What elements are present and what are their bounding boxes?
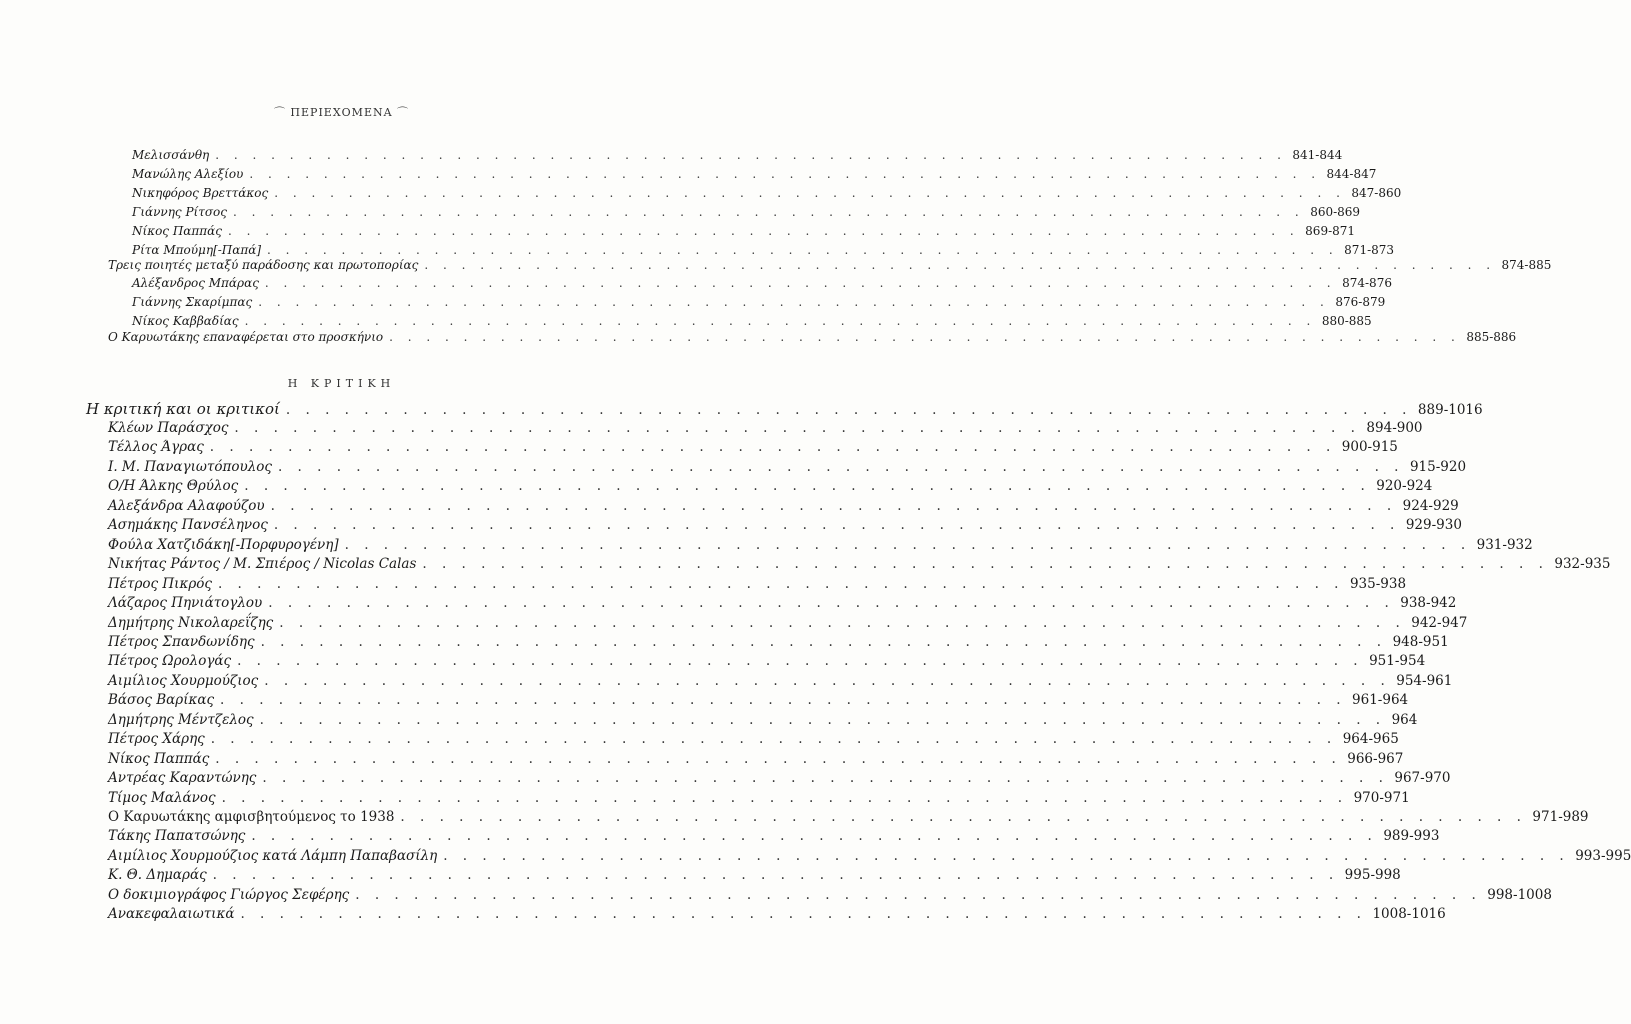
dot-leader: . . . . . . . . . . . . . . . . . . . . . . . . . . . . . . . . . . . . . . . . . . . . . . . . . . . . . . . . . . (233, 205, 1305, 219)
dot-leader: . . . . . . . . . . . . . . . . . . . . . . . . . . . . . . . . . . . . . . . . . . . . . . . . . . . . . . . . . . (234, 420, 1361, 436)
toc-entry-title: Νίκος Παππάς (132, 224, 222, 238)
toc-entry-pages: 876-879 (1335, 295, 1386, 309)
toc-entry (132, 243, 1395, 257)
toc-entry-pages: 932-935 (1554, 556, 1611, 573)
toc-entry-pages: 1008-1016 (1372, 906, 1446, 923)
toc-entry (108, 653, 1426, 670)
toc-entry-title: Πέτρος Σπανδωνίδης (108, 633, 255, 650)
toc-entry-pages: 920-924 (1376, 478, 1433, 495)
toc-entry-pages: 971-989 (1532, 809, 1589, 825)
toc-entry (108, 692, 1409, 709)
toc-entry (108, 420, 1423, 436)
dot-leader: . . . . . . . . . . . . . . . . . . . . . . . . . . . . . . . . . . . . . . . . . . . . . . . . . . . . . . . . . . (220, 692, 1347, 709)
toc-entry-title: Τέλλος Άγρας (108, 439, 204, 456)
toc-entry (108, 867, 1401, 884)
toc-entry-pages: 995-998 (1344, 867, 1401, 884)
toc-entry-title: Λάζαρος Πηνιάτογλου (108, 595, 263, 612)
dot-leader: . . . . . . . . . . . . . . . . . . . . . . . . . . . . . . . . . . . . . . . . . . . . . . . . . . . . . . . . . . (209, 439, 1336, 456)
toc-entry (132, 205, 1361, 219)
toc-entry-title: Φούλα Χατζιδάκη[-Πορφυρογένη] (108, 536, 339, 553)
toc-entry (132, 167, 1377, 181)
dot-leader: . . . . . . . . . . . . . . . . . . . . . . . . . . . . . . . . . . . . . . . . . . . . . . . . . . . . . . . . . . (344, 536, 1471, 553)
toc-entry-pages: 998-1008 (1487, 886, 1552, 903)
toc-entry (108, 809, 1589, 825)
toc-entry (108, 595, 1457, 612)
toc-entry-pages: 841-844 (1292, 148, 1343, 162)
toc-entry-pages: 929-930 (1405, 517, 1462, 534)
toc-entry (108, 847, 1631, 864)
toc-entry-title: Ο Καρυωτάκης αμφισβητούμενος το 1938 (108, 809, 395, 825)
toc-entry-pages: 860-869 (1310, 205, 1361, 219)
toc-entry-pages: 948-951 (1392, 633, 1449, 650)
toc-entry-pages: 847-860 (1351, 186, 1402, 200)
toc-entry (108, 672, 1453, 689)
toc-entry-title: Ι. Μ. Παναγιωτόπουλος (108, 458, 272, 475)
toc-entry-title: Νικηφόρος Βρεττάκος (132, 186, 269, 200)
toc-entry-pages: 938-942 (1400, 595, 1457, 612)
dot-leader: . . . . . . . . . . . . . . . . . . . . . . . . . . . . . . . . . . . . . . . . . . . . . . . . . . . . . . . . . . (251, 828, 1378, 845)
toc-entry-title: Ο δοκιμιογράφος Γιώργος Σεφέρης (108, 886, 350, 903)
dot-leader: . . . . . . . . . . . . . . . . . . . . . . . . . . . . . . . . . . . . . . . . . . . . . . . . . . . . . . . . . . (249, 167, 1321, 181)
toc-entry-title: Η κριτική και οι κριτικοί (86, 400, 280, 418)
toc-entry-title: Ο Καρυωτάκης επαναφέρεται στο προσκήνιο (108, 330, 384, 344)
dot-leader: . . . . . . . . . . . . . . . . . . . . . . . . . . . . . . . . . . . . . . . . . . . . . . . . . . . . . . . . . . (215, 148, 1287, 162)
dot-leader: . . . . . . . . . . . . . . . . . . . . . . . . . . . . . . . . . . . . . . . . . . . . . . . . . . . . . . . . . . (212, 867, 1339, 884)
toc-entry (108, 575, 1407, 592)
dot-leader: . . . . . . . . . . . . . . . . . . . . . . . . . . . . . . . . . . . . . . . . . . . . . . . . . . . . . . . . . . (237, 653, 1364, 670)
toc-entry-pages: 967-970 (1394, 770, 1451, 787)
toc-entry-pages: 993-995 (1575, 847, 1631, 864)
toc-entry-pages: 964-965 (1342, 731, 1399, 748)
dot-leader: . . . . . . . . . . . . . . . . . . . . . . . . . . . . . . . . . . . . . . . . . . . . . . . . . . . . . . . . . . (285, 402, 1412, 418)
dot-leader: . . . . . . . . . . . . . . . . . . . . . . . . . . . . . . . . . . . . . . . . . . . . . . . . . . . . . . . . . . (277, 458, 1404, 475)
toc-entry-title: Ο/Η Άλκης Θρύλος (108, 478, 239, 495)
toc-entry (108, 906, 1446, 923)
dot-leader: . . . . . . . . . . . . . . . . . . . . . . . . . . . . . . . . . . . . . . . . . . . . . . . . . . . . . . . . . . (210, 731, 1337, 748)
toc-entry (108, 750, 1404, 767)
toc-entry-title: Πέτρος Πικρός (108, 575, 212, 592)
toc-entry-pages: 885-886 (1466, 330, 1517, 344)
toc-entry-title: Τάκης Παπατσώνης (108, 828, 246, 845)
toc-entry-title: Μανώλης Αλεξίου (132, 167, 244, 181)
toc-entry-title: Κλέων Παράσχος (108, 420, 229, 436)
toc-entry (108, 886, 1552, 903)
toc-entry-pages: 880-885 (1321, 314, 1372, 328)
toc-entry-title: Πέτρος Ωρολογάς (108, 653, 232, 670)
toc-entry-pages: 954-961 (1396, 672, 1453, 689)
dot-leader: . . . . . . . . . . . . . . . . . . . . . . . . . . . . . . . . . . . . . . . . . . . . . . . . . . . . . . . . . . (268, 595, 1395, 612)
toc-entry (108, 614, 1468, 631)
toc-entry (108, 517, 1462, 534)
dot-leader: . . . . . . . . . . . . . . . . . . . . . . . . . . . . . . . . . . . . . . . . . . . . . . . . . . . . . . . . . . (260, 633, 1387, 650)
toc-entry-pages: 900-915 (1341, 439, 1398, 456)
dot-leader: . . . . . . . . . . . . . . . . . . . . . . . . . . . . . . . . . . . . . . . . . . . . . . . . . . . . . . . . . . (389, 330, 1461, 344)
dot-leader: . . . . . . . . . . . . . . . . . . . . . . . . . . . . . . . . . . . . . . . . . . . . . . . . . . . . . . . . . . (259, 711, 1386, 728)
running-head: ⌒ ΠΕΡΙΕΧΟΜΕΝΑ ⌒ (273, 106, 410, 119)
dot-leader: . . . . . . . . . . . . . . . . . . . . . . . . . . . . . . . . . . . . . . . . . . . . . . . . . . . . . . . . . . (217, 575, 1344, 592)
dot-leader: . . . . . . . . . . . . . . . . . . . . . . . . . . . . . . . . . . . . . . . . . . . . . . . . . . . . . . . . . . (264, 276, 1337, 290)
toc-entry (108, 439, 1398, 456)
dot-leader: . . . . . . . . . . . . . . . . . . . . . . . . . . . . . . . . . . . . . . . . . . . . . . . . . . . . . . . . . . (221, 789, 1348, 806)
dot-leader: . . . . . . . . . . . . . . . . . . . . . . . . . . . . . . . . . . . . . . . . . . . . . . . . . . . . . . . . . . (270, 497, 1397, 514)
toc-entry-title: Ρίτα Μπούμη[-Παπά] (132, 243, 261, 257)
toc-entry-title: Αλέξανδρος Μπάρας (132, 276, 259, 290)
toc-entry-pages: 966-967 (1347, 750, 1404, 767)
toc-entry-title: Γιάννης Ρίτσος (132, 205, 228, 219)
toc-entry (108, 828, 1440, 845)
toc-entry-title: Πέτρος Χάρης (108, 731, 205, 748)
toc-entry-title: Νίκος Παππάς (108, 750, 210, 767)
toc-entry-pages: 989-993 (1383, 828, 1440, 845)
dot-leader: . . . . . . . . . . . . . . . . . . . . . . . . . . . . . . . . . . . . . . . . . . . . . . . . . . . . . . . . . . (424, 258, 1496, 272)
toc-entry (108, 770, 1451, 787)
toc-entry-pages: 871-873 (1344, 243, 1395, 257)
toc-entry-title: Τίμος Μαλάνος (108, 789, 216, 806)
toc-entry (108, 731, 1399, 748)
toc-entry-title: Δημήτρης Μέντζελος (108, 711, 254, 728)
dot-leader: . . . . . . . . . . . . . . . . . . . . . . . . . . . . . . . . . . . . . . . . . . . . . . . . . . . . . . . . . . (215, 750, 1342, 767)
dot-leader: . . . . . . . . . . . . . . . . . . . . . . . . . . . . . . . . . . . . . . . . . . . . . . . . . . . . . . . . . . (443, 847, 1570, 864)
toc-entry-pages: 961-964 (1352, 692, 1409, 709)
dot-leader: . . . . . . . . . . . . . . . . . . . . . . . . . . . . . . . . . . . . . . . . . . . . . . . . . . . . . . . . . . (355, 886, 1482, 903)
toc-entry-title: Αλεξάνδρα Αλαφούζου (108, 497, 265, 514)
toc-entry (132, 314, 1372, 328)
toc-entry (132, 295, 1386, 309)
dot-leader: . . . . . . . . . . . . . . . . . . . . . . . . . . . . . . . . . . . . . . . . . . . . . . . . . . . . . . . . . . (422, 556, 1549, 573)
toc-entry (132, 186, 1402, 200)
toc-entry-pages: 869-871 (1305, 224, 1356, 238)
toc-entry (132, 148, 1343, 162)
toc-entry-title: Δημήτρης Νικολαρεΐζης (108, 614, 274, 631)
toc-entry-title: Μελισσάνθη (132, 148, 210, 162)
toc-entry-pages: 970-971 (1353, 789, 1410, 806)
dot-leader: . . . . . . . . . . . . . . . . . . . . . . . . . . . . . . . . . . . . . . . . . . . . . . . . . . . . . . . . . . (400, 809, 1527, 825)
toc-entry (132, 224, 1356, 238)
toc-entry-pages: 874-885 (1501, 258, 1552, 272)
dot-leader: . . . . . . . . . . . . . . . . . . . . . . . . . . . . . . . . . . . . . . . . . . . . . . . . . . . . . . . . . . (274, 186, 1346, 200)
toc-entry-title: Τρεις ποιητές μεταξύ παράδοσης και πρωτοπορίας (108, 258, 419, 272)
toc-entry (86, 400, 1483, 418)
toc-entry-title: Κ. Θ. Δημαράς (108, 867, 207, 884)
toc-entry-title: Νικήτας Ράντος / Μ. Σπιέρος / Nicolas Calas (108, 556, 417, 573)
toc-entry (132, 276, 1392, 290)
toc-entry-pages: 935-938 (1349, 575, 1407, 592)
toc-entry-title: Αντρέας Καραντώνης (108, 770, 257, 787)
toc-entry (108, 478, 1433, 495)
toc-entry (108, 711, 1418, 728)
dot-leader: . . . . . . . . . . . . . . . . . . . . . . . . . . . . . . . . . . . . . . . . . . . . . . . . . . . . . . . . . . (244, 478, 1371, 495)
dot-leader: . . . . . . . . . . . . . . . . . . . . . . . . . . . . . . . . . . . . . . . . . . . . . . . . . . . . . . . . . . (264, 672, 1391, 689)
dot-leader: . . . . . . . . . . . . . . . . . . . . . . . . . . . . . . . . . . . . . . . . . . . . . . . . . . . . . . . . . . (240, 906, 1367, 923)
dot-leader: . . . . . . . . . . . . . . . . . . . . . . . . . . . . . . . . . . . . . . . . . . . . . . . . . . . . . . . . . . (228, 224, 1300, 238)
toc-entry-title: Ανακεφαλαιωτικά (108, 906, 235, 923)
toc-entry (108, 536, 1533, 553)
toc-entry-pages: 889-1016 (1417, 402, 1483, 418)
toc-entry-title: Αιμίλιος Χουρμούζιος κατά Λάμπη Παπαβασίλη (108, 847, 438, 864)
toc-entry (108, 458, 1467, 475)
toc-entry (108, 258, 1552, 272)
dot-leader: . . . . . . . . . . . . . . . . . . . . . . . . . . . . . . . . . . . . . . . . . . . . . . . . . . . . . . . . . . (262, 770, 1389, 787)
toc-entry-pages: 915-920 (1409, 458, 1467, 475)
dot-leader: . . . . . . . . . . . . . . . . . . . . . . . . . . . . . . . . . . . . . . . . . . . . . . . . . . . . . . . . . . (279, 614, 1406, 631)
toc-entry-pages: 894-900 (1366, 420, 1423, 436)
toc-entry-pages: 942-947 (1411, 614, 1468, 631)
toc-entry-title: Βάσος Βαρίκας (108, 692, 215, 709)
toc-entry-title: Ασημάκης Πανσέληνος (108, 517, 268, 534)
toc-entry-pages: 931-932 (1476, 536, 1533, 553)
dot-leader: . . . . . . . . . . . . . . . . . . . . . . . . . . . . . . . . . . . . . . . . . . . . . . . . . . . . . . . . . . (258, 295, 1330, 309)
toc-entry (108, 633, 1449, 650)
toc-entry (108, 497, 1459, 514)
dot-leader: . . . . . . . . . . . . . . . . . . . . . . . . . . . . . . . . . . . . . . . . . . . . . . . . . . . . . . . . . . (267, 243, 1339, 257)
toc-entry-pages: 924-929 (1402, 497, 1459, 514)
dot-leader: . . . . . . . . . . . . . . . . . . . . . . . . . . . . . . . . . . . . . . . . . . . . . . . . . . . . . . . . . . (273, 517, 1400, 534)
toc-entry-pages: 951-954 (1369, 653, 1426, 670)
section-heading: Η ΚΡΙΤΙΚΗ (287, 377, 396, 390)
toc-entry-pages: 964 (1391, 711, 1418, 728)
toc-entry-title: Νίκος Καββαδίας (132, 314, 239, 328)
toc-entry-pages: 874-876 (1342, 276, 1392, 290)
toc-entry (108, 789, 1410, 806)
toc-entry-title: Αιμίλιος Χουρμούζιος (108, 672, 259, 689)
dot-leader: . . . . . . . . . . . . . . . . . . . . . . . . . . . . . . . . . . . . . . . . . . . . . . . . . . . . . . . . . . (244, 314, 1316, 328)
toc-entry (108, 330, 1517, 344)
toc-entry-title: Γιάννης Σκαρίμπας (132, 295, 253, 309)
toc-entry-pages: 844-847 (1326, 167, 1377, 181)
toc-entry (108, 556, 1611, 573)
